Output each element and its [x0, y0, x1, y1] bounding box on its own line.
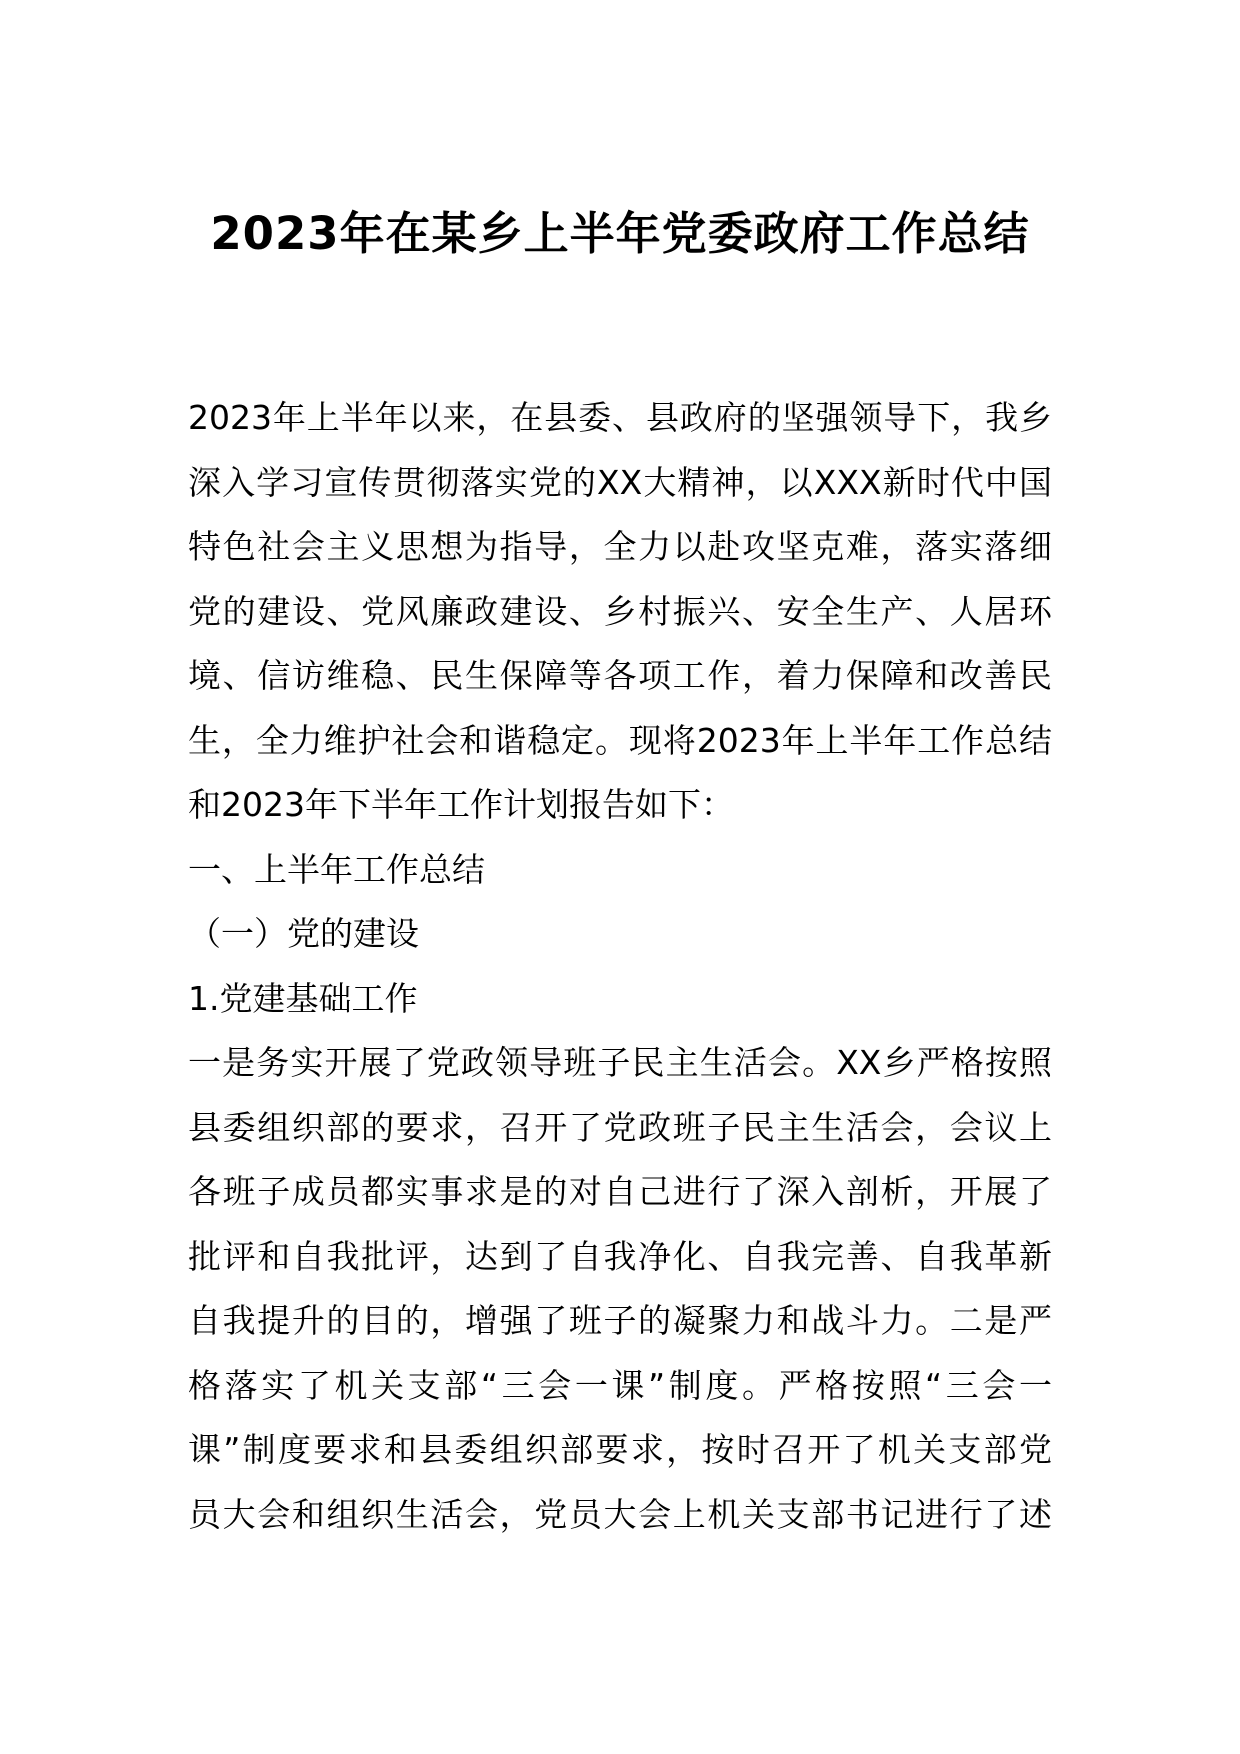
- body-line: 特色社会主义思想为指导，全力以赴攻坚克难，落实落细: [188, 527, 1052, 566]
- body-line: 各班子成员都实事求是的对自己进行了深入剖析，开展了: [188, 1172, 1052, 1211]
- body-line: （一）党的建设: [188, 914, 419, 953]
- body-line: 自我提升的目的，增强了班子的凝聚力和战斗力。二是严: [188, 1301, 1052, 1340]
- body-line: 境、信访维稳、民生保障等各项工作，着力保障和改善民: [188, 656, 1052, 695]
- body-line: 一、上半年工作总结: [188, 849, 485, 889]
- body-line: 1.党建基础工作: [188, 978, 418, 1018]
- body-line: 格落实了机关支部“三会一课”制度。严格按照“三会一: [188, 1365, 1052, 1405]
- body-line: 员大会和组织生活会，党员大会上机关支部书记进行了述: [188, 1494, 1052, 1534]
- body-line: 一是务实开展了党政领导班子民主生活会。XX乡严格按照: [188, 1043, 1052, 1082]
- body-line: 批评和自我批评，达到了自我净化、自我完善、自我革新: [188, 1236, 1052, 1276]
- body-line: 课”制度要求和县委组织部要求，按时召开了机关支部党: [188, 1430, 1052, 1469]
- document-title: 2023年在某乡上半年党委政府工作总结: [210, 207, 1030, 260]
- body-line: 和2023年下半年工作计划报告如下：: [188, 785, 734, 824]
- body-line: 生，全力维护社会和谐稳定。现将2023年上半年工作总结: [188, 720, 1052, 760]
- body-line: 2023年上半年以来，在县委、县政府的坚强领导下，我乡: [188, 398, 1052, 437]
- body-line: 深入学习宣传贯彻落实党的XX大精神，以XXX新时代中国: [188, 462, 1052, 502]
- document-body: [188, 386, 1052, 1547]
- body-line: 县委组织部的要求，召开了党政班子民主生活会，会议上: [188, 1107, 1052, 1147]
- body-line: 党的建设、党风廉政建设、乡村振兴、安全生产、人居环: [188, 591, 1052, 631]
